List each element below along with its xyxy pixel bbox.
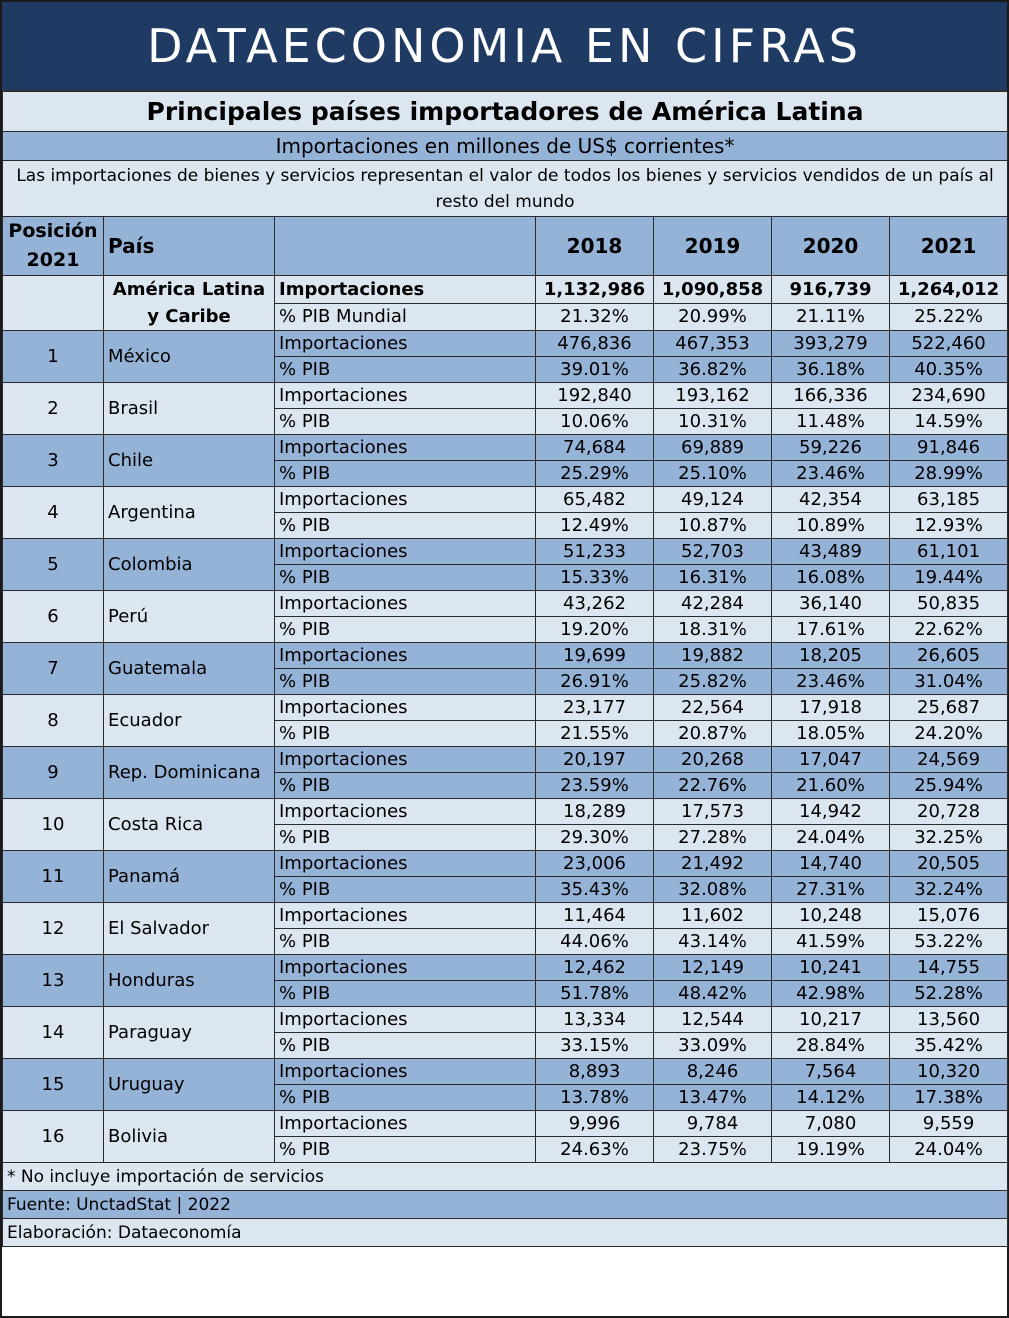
imports-value: 42,284: [654, 591, 772, 617]
imports-value: 166,336: [772, 383, 890, 409]
gdp-value: 24.63%: [536, 1137, 654, 1163]
imports-value: 69,889: [654, 435, 772, 461]
imports-value: 9,996: [536, 1111, 654, 1137]
country-position: 2: [3, 383, 104, 435]
indicator-label: Importaciones: [275, 591, 536, 617]
gdp-value: 19.20%: [536, 617, 654, 643]
indicator-label: % PIB: [275, 1033, 536, 1059]
gdp-value: 13.78%: [536, 1085, 654, 1111]
gdp-value: 29.30%: [536, 825, 654, 851]
country-row-imports: [3, 1111, 1008, 1137]
imports-value: 14,740: [772, 851, 890, 877]
gdp-value: 19.19%: [772, 1137, 890, 1163]
gdp-value: 24.04%: [772, 825, 890, 851]
gdp-value: 28.99%: [890, 461, 1008, 487]
indicator-label: % PIB: [275, 461, 536, 487]
gdp-value: 51.78%: [536, 981, 654, 1007]
aggregate-value: 1,090,858: [654, 276, 772, 304]
gdp-value: 10.31%: [654, 409, 772, 435]
imports-value: 74,684: [536, 435, 654, 461]
country-row-imports: [3, 799, 1008, 825]
imports-value: 10,320: [890, 1059, 1008, 1085]
imports-value: 14,942: [772, 799, 890, 825]
indicator-label: Importaciones: [275, 487, 536, 513]
country-position: 10: [3, 799, 104, 851]
imports-value: 23,006: [536, 851, 654, 877]
gdp-value: 33.09%: [654, 1033, 772, 1059]
header-row: [3, 217, 1008, 276]
country-position: 8: [3, 695, 104, 747]
indicator-label: % PIB: [275, 825, 536, 851]
gdp-value: 36.18%: [772, 357, 890, 383]
indicator-label: Importaciones: [275, 331, 536, 357]
aggregate-value: 20.99%: [654, 303, 772, 331]
imports-value: 18,205: [772, 643, 890, 669]
imports-value: 51,233: [536, 539, 654, 565]
indicator-label: Importaciones: [275, 383, 536, 409]
gdp-value: 48.42%: [654, 981, 772, 1007]
indicator-label: % PIB: [275, 981, 536, 1007]
gdp-value: 16.31%: [654, 565, 772, 591]
table-subtitle: Importaciones en millones de US$ corrientes*: [3, 132, 1008, 161]
indicator-label: % PIB: [275, 617, 536, 643]
imports-value: 91,846: [890, 435, 1008, 461]
country-position: 3: [3, 435, 104, 487]
gdp-value: 17.61%: [772, 617, 890, 643]
gdp-value: 35.42%: [890, 1033, 1008, 1059]
imports-value: 192,840: [536, 383, 654, 409]
gdp-value: 36.82%: [654, 357, 772, 383]
gdp-value: 12.49%: [536, 513, 654, 539]
imports-value: 49,124: [654, 487, 772, 513]
header-year: 2019: [654, 217, 772, 276]
country-position: 16: [3, 1111, 104, 1163]
gdp-value: 33.15%: [536, 1033, 654, 1059]
country-name: México: [104, 331, 275, 383]
indicator-label: % PIB: [275, 357, 536, 383]
source-note: Fuente: UnctadStat | 2022: [3, 1191, 1008, 1219]
indicator-label: % PIB: [275, 773, 536, 799]
indicator-label: % PIB: [275, 565, 536, 591]
indicator-label: Importaciones: [275, 1059, 536, 1085]
gdp-value: 42.98%: [772, 981, 890, 1007]
aggregate-row-imports: [3, 276, 1008, 304]
imports-value: 12,462: [536, 955, 654, 981]
header-year: 2020: [772, 217, 890, 276]
imports-value: 467,353: [654, 331, 772, 357]
country-row-imports: [3, 643, 1008, 669]
banner-title: DATAECONOMIA EN CIFRAS: [2, 2, 1007, 91]
gdp-value: 10.87%: [654, 513, 772, 539]
gdp-value: 21.60%: [772, 773, 890, 799]
imports-value: 234,690: [890, 383, 1008, 409]
country-row-imports: [3, 331, 1008, 357]
imports-value: 63,185: [890, 487, 1008, 513]
aggregate-label: Importaciones: [275, 276, 536, 304]
country-row-imports: [3, 695, 1008, 721]
imports-value: 21,492: [654, 851, 772, 877]
imports-value: 12,544: [654, 1007, 772, 1033]
gdp-value: 40.35%: [890, 357, 1008, 383]
imports-value: 43,489: [772, 539, 890, 565]
imports-value: 13,560: [890, 1007, 1008, 1033]
indicator-label: Importaciones: [275, 695, 536, 721]
gdp-value: 24.04%: [890, 1137, 1008, 1163]
indicator-label: Importaciones: [275, 903, 536, 929]
imports-value: 20,505: [890, 851, 1008, 877]
imports-value: 20,197: [536, 747, 654, 773]
gdp-value: 14.12%: [772, 1085, 890, 1111]
indicator-label: Importaciones: [275, 1111, 536, 1137]
imports-value: 15,076: [890, 903, 1008, 929]
imports-value: 17,047: [772, 747, 890, 773]
imports-value: 20,728: [890, 799, 1008, 825]
imports-value: 8,893: [536, 1059, 654, 1085]
country-name: Honduras: [104, 955, 275, 1007]
country-name: Ecuador: [104, 695, 275, 747]
country-position: 7: [3, 643, 104, 695]
imports-value: 476,836: [536, 331, 654, 357]
country-name: Rep. Dominicana: [104, 747, 275, 799]
aggregate-value: 1,132,986: [536, 276, 654, 304]
imports-value: 7,564: [772, 1059, 890, 1085]
imports-value: 36,140: [772, 591, 890, 617]
gdp-value: 13.47%: [654, 1085, 772, 1111]
gdp-value: 25.29%: [536, 461, 654, 487]
country-row-imports: [3, 955, 1008, 981]
gdp-value: 10.89%: [772, 513, 890, 539]
country-position: 5: [3, 539, 104, 591]
imports-value: 11,602: [654, 903, 772, 929]
imports-value: 42,354: [772, 487, 890, 513]
country-position: 12: [3, 903, 104, 955]
aggregate-position: [3, 276, 104, 331]
indicator-label: Importaciones: [275, 643, 536, 669]
gdp-value: 24.20%: [890, 721, 1008, 747]
imports-value: 10,248: [772, 903, 890, 929]
country-name: Argentina: [104, 487, 275, 539]
imports-value: 9,559: [890, 1111, 1008, 1137]
imports-value: 10,217: [772, 1007, 890, 1033]
imports-value: 19,882: [654, 643, 772, 669]
country-position: 9: [3, 747, 104, 799]
imports-value: 8,246: [654, 1059, 772, 1085]
gdp-value: 35.43%: [536, 877, 654, 903]
imports-value: 20,268: [654, 747, 772, 773]
indicator-label: Importaciones: [275, 1007, 536, 1033]
indicator-label: Importaciones: [275, 851, 536, 877]
gdp-value: 44.06%: [536, 929, 654, 955]
country-position: 13: [3, 955, 104, 1007]
gdp-value: 43.14%: [654, 929, 772, 955]
country-name: Panamá: [104, 851, 275, 903]
imports-value: 59,226: [772, 435, 890, 461]
imports-value: 50,835: [890, 591, 1008, 617]
country-row-imports: [3, 435, 1008, 461]
header-year: 2021: [890, 217, 1008, 276]
gdp-value: 39.01%: [536, 357, 654, 383]
country-name: Bolivia: [104, 1111, 275, 1163]
gdp-value: 15.33%: [536, 565, 654, 591]
gdp-value: 23.75%: [654, 1137, 772, 1163]
gdp-value: 14.59%: [890, 409, 1008, 435]
country-name: Uruguay: [104, 1059, 275, 1111]
imports-value: 65,482: [536, 487, 654, 513]
country-name: Brasil: [104, 383, 275, 435]
indicator-label: Importaciones: [275, 747, 536, 773]
gdp-value: 27.28%: [654, 825, 772, 851]
imports-value: 393,279: [772, 331, 890, 357]
country-position: 11: [3, 851, 104, 903]
gdp-value: 52.28%: [890, 981, 1008, 1007]
imports-value: 52,703: [654, 539, 772, 565]
aggregate-value: 1,264,012: [890, 276, 1008, 304]
gdp-value: 28.84%: [772, 1033, 890, 1059]
imports-value: 11,464: [536, 903, 654, 929]
gdp-value: 32.08%: [654, 877, 772, 903]
header-year: 2018: [536, 217, 654, 276]
gdp-value: 11.48%: [772, 409, 890, 435]
imports-table: [2, 91, 1008, 1247]
imports-value: 22,564: [654, 695, 772, 721]
gdp-value: 18.05%: [772, 721, 890, 747]
gdp-value: 26.91%: [536, 669, 654, 695]
aggregate-region: América Latina y Caribe: [104, 276, 275, 331]
indicator-label: % PIB: [275, 669, 536, 695]
gdp-value: 20.87%: [654, 721, 772, 747]
indicator-label: % PIB: [275, 721, 536, 747]
gdp-value: 53.22%: [890, 929, 1008, 955]
country-row-imports: [3, 591, 1008, 617]
country-row-imports: [3, 383, 1008, 409]
country-row-imports: [3, 1007, 1008, 1033]
gdp-value: 23.46%: [772, 669, 890, 695]
imports-value: 23,177: [536, 695, 654, 721]
country-name: El Salvador: [104, 903, 275, 955]
table-title: Principales países importadores de América Latina: [3, 92, 1008, 132]
gdp-value: 32.24%: [890, 877, 1008, 903]
gdp-value: 22.76%: [654, 773, 772, 799]
indicator-label: Importaciones: [275, 955, 536, 981]
imports-value: 14,755: [890, 955, 1008, 981]
aggregate-value: 21.11%: [772, 303, 890, 331]
aggregate-value: 21.32%: [536, 303, 654, 331]
imports-value: 7,080: [772, 1111, 890, 1137]
country-name: Colombia: [104, 539, 275, 591]
indicator-label: % PIB: [275, 1085, 536, 1111]
imports-value: 61,101: [890, 539, 1008, 565]
gdp-value: 23.46%: [772, 461, 890, 487]
table-description: Las importaciones de bienes y servicios representan el valor de todos los bienes y servicios vendidos de un país al resto del mundo: [3, 161, 1008, 217]
imports-value: 17,918: [772, 695, 890, 721]
country-name: Guatemala: [104, 643, 275, 695]
country-name: Perú: [104, 591, 275, 643]
gdp-value: 31.04%: [890, 669, 1008, 695]
imports-value: 193,162: [654, 383, 772, 409]
indicator-label: % PIB: [275, 1137, 536, 1163]
gdp-value: 25.82%: [654, 669, 772, 695]
gdp-value: 16.08%: [772, 565, 890, 591]
gdp-value: 25.10%: [654, 461, 772, 487]
country-name: Costa Rica: [104, 799, 275, 851]
gdp-value: 41.59%: [772, 929, 890, 955]
gdp-value: 18.31%: [654, 617, 772, 643]
country-position: 14: [3, 1007, 104, 1059]
indicator-label: Importaciones: [275, 799, 536, 825]
imports-value: 9,784: [654, 1111, 772, 1137]
header-country: País: [104, 217, 275, 276]
indicator-label: Importaciones: [275, 435, 536, 461]
country-row-imports: [3, 487, 1008, 513]
country-row-imports: [3, 747, 1008, 773]
imports-value: 12,149: [654, 955, 772, 981]
imports-value: 18,289: [536, 799, 654, 825]
country-position: 15: [3, 1059, 104, 1111]
author-note: Elaboración: Dataeconomía: [3, 1219, 1008, 1247]
indicator-label: % PIB: [275, 513, 536, 539]
country-name: Chile: [104, 435, 275, 487]
imports-value: 13,334: [536, 1007, 654, 1033]
country-position: 1: [3, 331, 104, 383]
country-row-imports: [3, 1059, 1008, 1085]
gdp-value: 27.31%: [772, 877, 890, 903]
gdp-value: 25.94%: [890, 773, 1008, 799]
country-row-imports: [3, 903, 1008, 929]
gdp-value: 19.44%: [890, 565, 1008, 591]
imports-value: 25,687: [890, 695, 1008, 721]
imports-value: 17,573: [654, 799, 772, 825]
country-position: 4: [3, 487, 104, 539]
indicator-label: % PIB: [275, 929, 536, 955]
country-row-imports: [3, 539, 1008, 565]
imports-value: 522,460: [890, 331, 1008, 357]
gdp-value: 23.59%: [536, 773, 654, 799]
imports-value: 43,262: [536, 591, 654, 617]
imports-value: 10,241: [772, 955, 890, 981]
gdp-value: 12.93%: [890, 513, 1008, 539]
gdp-value: 10.06%: [536, 409, 654, 435]
country-name: Paraguay: [104, 1007, 275, 1059]
imports-value: 19,699: [536, 643, 654, 669]
header-position: Posición 2021: [3, 217, 104, 276]
gdp-value: 17.38%: [890, 1085, 1008, 1111]
footnote: * No incluye importación de servicios: [3, 1163, 1008, 1191]
gdp-value: 32.25%: [890, 825, 1008, 851]
aggregate-label: % PIB Mundial: [275, 303, 536, 331]
indicator-label: % PIB: [275, 877, 536, 903]
header-indicator: [275, 217, 536, 276]
indicator-label: % PIB: [275, 409, 536, 435]
gdp-value: 22.62%: [890, 617, 1008, 643]
aggregate-value: 25.22%: [890, 303, 1008, 331]
country-row-imports: [3, 851, 1008, 877]
gdp-value: 21.55%: [536, 721, 654, 747]
indicator-label: Importaciones: [275, 539, 536, 565]
imports-value: 24,569: [890, 747, 1008, 773]
country-position: 6: [3, 591, 104, 643]
aggregate-value: 916,739: [772, 276, 890, 304]
imports-value: 26,605: [890, 643, 1008, 669]
